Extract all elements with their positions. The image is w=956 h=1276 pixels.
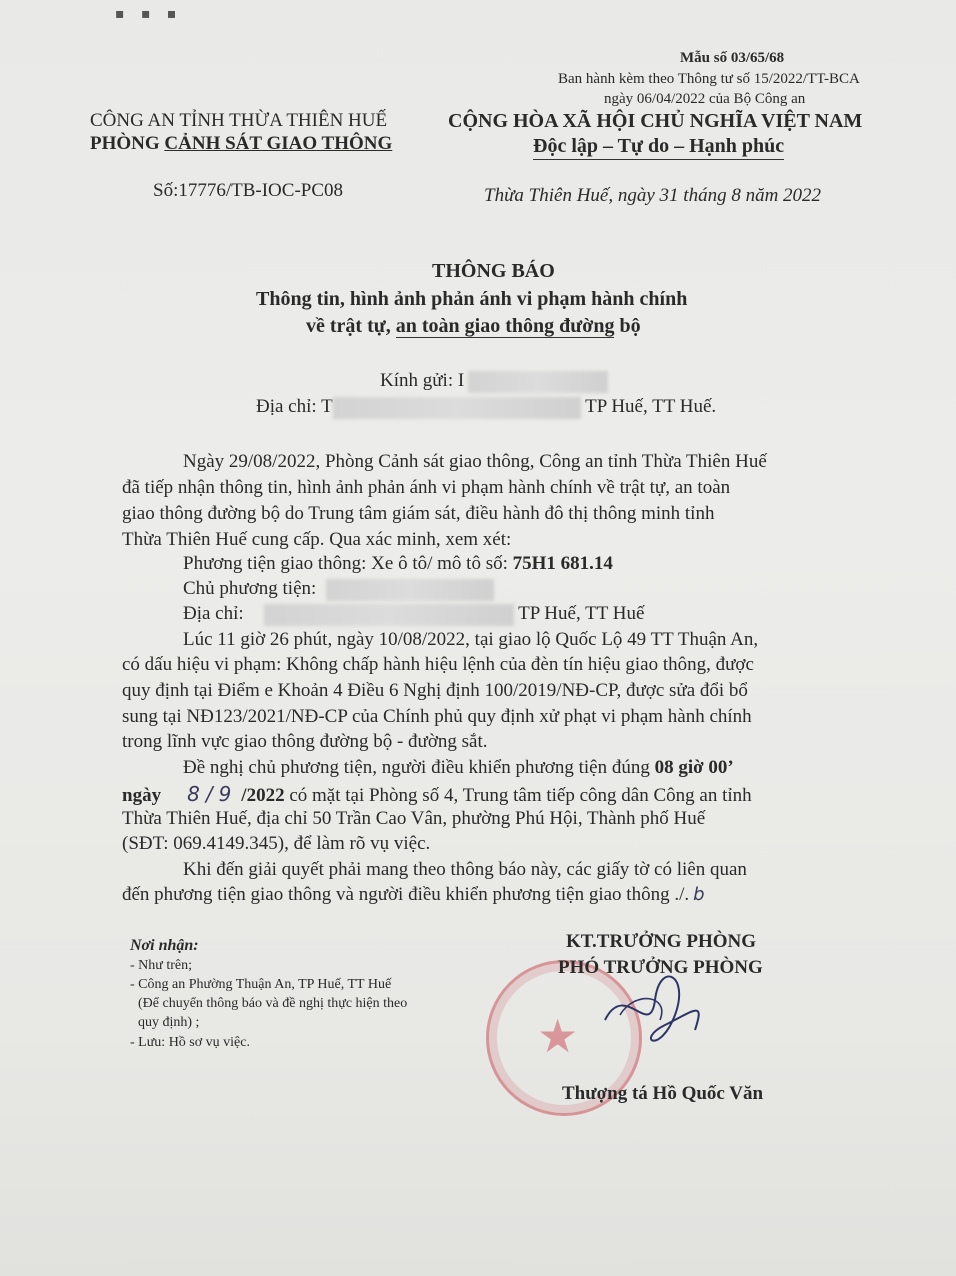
vehicle-line [183, 553, 613, 575]
recipient-first-char: I [457, 370, 465, 391]
subtitle-2c: bộ [614, 315, 641, 337]
notice-title: THÔNG BÁO [432, 260, 555, 282]
recipients-item-3: (Để chuyển thông báo và đề nghị thực hiện theo [138, 996, 408, 1011]
owner-address-line [183, 603, 644, 626]
document-number: Số:17776/TB-IOC-PC08 [153, 180, 344, 201]
subtitle-2a: về trật tự, [306, 315, 396, 337]
signature-icon [595, 970, 715, 1050]
address-tail: TP Huế, TT Huế. [580, 396, 717, 417]
form-line-2: ngày 06/04/2022 của Bộ Công an [604, 91, 806, 107]
p2-line-4: sung tại NĐ123/2021/NĐ-CP của Chính phủ quy định xử phạt vi phạm hành chính [122, 706, 752, 727]
handwritten-day: 8 [187, 782, 200, 806]
signer-role-2: PHÓ TRƯỞNG PHÒNG [558, 957, 763, 978]
recipients-item-5: - Lưu: Hồ sơ vụ việc. [130, 1035, 250, 1050]
top-marks: ▪ ▪ ▪ [115, 6, 183, 22]
national-motto: Độc lập – Tự do – Hạnh phúc [533, 135, 784, 160]
appointment-time: 08 giờ 00’ [654, 757, 734, 778]
p3-line-2: ngày 8 / 9 /2022 có mặt tại Phòng số 4, Trung tâm tiếp công dân Công an tỉnh [122, 782, 752, 806]
republic-name: CỘNG HÒA XÃ HỘI CHỦ NGHĨA VIỆT NAM [448, 110, 863, 132]
handwritten-month: 9 [218, 782, 232, 806]
stamp-star-icon: ★ [537, 1009, 579, 1063]
subtitle-2b: an toàn giao thông đường [395, 315, 615, 337]
p1-line-2: đã tiếp nhận thông tin, hình ảnh phản ánh vi phạm hành chính về trật tự, an toàn [122, 477, 731, 498]
owner-address-label: Địa chỉ: [183, 603, 244, 624]
redacted-recipient [468, 371, 608, 393]
redacted-address [333, 397, 581, 419]
department-name [90, 133, 392, 155]
form-number: Mẫu số 03/65/68 [680, 50, 785, 66]
recipients-item-2: - Công an Phường Thuận An, TP Huế, TT Huế [130, 977, 392, 992]
p4-line-1: Khi đến giải quyết phải mang theo thông báo này, các giấy tờ có liên quan [183, 859, 747, 880]
appointment-year: /2022 [241, 785, 285, 806]
notice-subtitle-2 [306, 315, 641, 338]
day-label: ngày [122, 785, 162, 806]
p3-line-1a: Đề nghị chủ phương tiện, người điều khiển phương tiện đúng [183, 757, 655, 778]
redacted-owner-address [264, 604, 514, 626]
recipient-label: Kính gửi: [380, 370, 458, 391]
handwritten-initial: b [693, 884, 705, 905]
signer-name: Thượng tá Hồ Quốc Văn [562, 1083, 764, 1104]
recipient-line [380, 370, 608, 393]
redacted-owner [326, 579, 494, 601]
place-date: Thừa Thiên Huế, ngày 31 tháng 8 năm 2022 [484, 185, 822, 206]
p1-line-3: giao thông đường bộ do Trung tâm giám sát, điều hành đô thị thông minh tỉnh [122, 503, 715, 524]
recipients-item-4: quy định) ; [138, 1015, 200, 1030]
p2-line-5: trong lĩnh vực giao thông đường bộ - đường sắt. [122, 731, 488, 752]
p1-line-1: Ngày 29/08/2022, Phòng Cảnh sát giao thông, Công an tỉnh Thừa Thiên Huế [183, 451, 767, 472]
p4-line-2-text: đến phương tiện giao thông và người điều khiển phương tiện giao thông ./. [122, 884, 690, 905]
department-underlined: CẢNH SÁT GIAO THÔNG [164, 133, 393, 154]
signer-role-1: KT.TRƯỞNG PHÒNG [566, 931, 756, 952]
p3-line-2c: có mặt tại Phòng số 4, Trung tâm tiếp công dân Công an tỉnh [284, 785, 752, 806]
p2-line-3: quy định tại Điểm e Khoản 4 Điều 6 Nghị định 100/2019/NĐ-CP, được sửa đổi bổ [122, 680, 748, 701]
recipient-address-line [256, 396, 716, 419]
p4-line-2 [122, 884, 705, 906]
notice-subtitle-1: Thông tin, hình ảnh phản ánh vi phạm hành chính [256, 288, 688, 310]
address-label: Địa chỉ: [256, 396, 322, 417]
owner-line [183, 578, 494, 601]
owner-address-tail: TP Huế, TT Huế [513, 603, 645, 624]
vehicle-plate: 75H1 681.14 [512, 553, 613, 574]
vehicle-label: Phương tiện giao thông: Xe ô tô/ mô tô số: [183, 553, 513, 574]
form-line-1: Ban hành kèm theo Thông tư số 15/2022/TT-BCA [558, 71, 860, 87]
department-prefix: PHÒNG [90, 133, 165, 154]
p1-line-4: Thừa Thiên Huế cung cấp. Qua xác minh, xem xét: [122, 529, 512, 550]
recipients-title: Nơi nhận: [130, 937, 199, 954]
recipients-item-1: - Như trên; [130, 958, 193, 973]
address-first-char: T [321, 396, 333, 417]
p3-line-4: (SĐT: 069.4149.345), để làm rõ vụ việc. [122, 833, 431, 854]
agency-name: CÔNG AN TỈNH THỪA THIÊN HUẾ [90, 110, 388, 131]
p2-line-2: có dấu hiệu vi phạm: Không chấp hành hiệu lệnh của đèn tín hiệu giao thông, được [122, 654, 754, 675]
p2-line-1: Lúc 11 giờ 26 phút, ngày 10/08/2022, tại giao lộ Quốc Lộ 49 TT Thuận An, [183, 629, 759, 650]
p3-line-3: Thừa Thiên Huế, địa chỉ 50 Trần Cao Vân, phường Phú Hội, Thành phố Huế [122, 808, 706, 829]
owner-label: Chủ phương tiện: [183, 578, 317, 599]
p3-line-1 [183, 757, 734, 779]
